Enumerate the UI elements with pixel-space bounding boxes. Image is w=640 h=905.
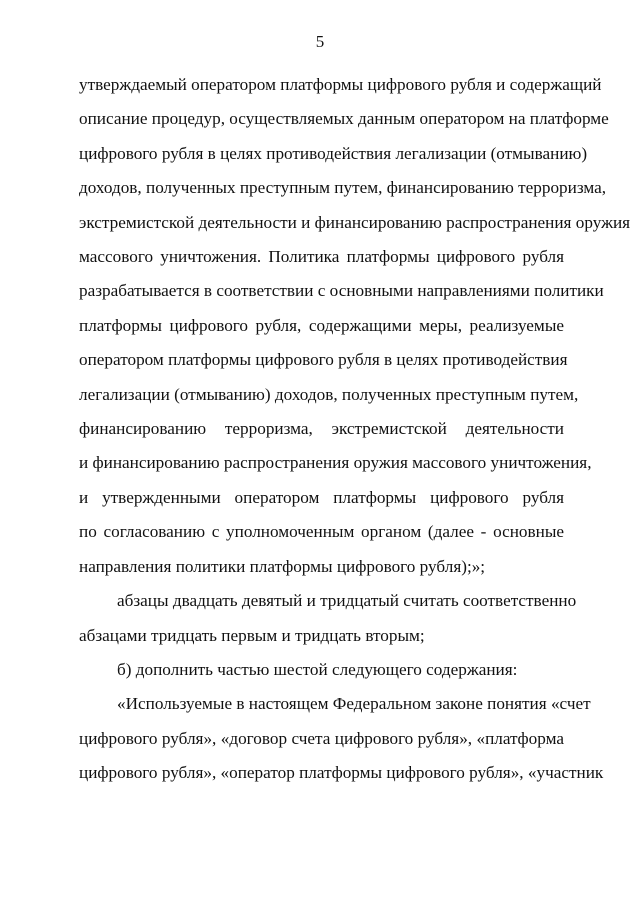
text-line: платформы цифрового рубля, содержащими меры, реализуемые (79, 315, 564, 335)
text-line: по согласованию с уполномоченным органом (далее - основные (79, 522, 564, 542)
text-line: и утвержденными оператором платформы цифрового рубля (79, 487, 564, 507)
text-line: б) дополнить частью шестой следующего содержания: (117, 659, 518, 679)
paragraph-2 (79, 584, 577, 653)
text-line: разрабатывается в соответствии с основными направлениями политики (79, 281, 604, 301)
paragraph-4 (79, 687, 604, 790)
text-line: «Используемые в настоящем Федеральном законе понятия «счет (117, 694, 591, 714)
text-line: легализации (отмыванию) доходов, полученных преступным путем, (79, 384, 579, 404)
text-line: описание процедур, осуществляемых данным оператором на платформе (79, 109, 609, 129)
text-line: финансированию терроризма, экстремистской деятельности (79, 419, 564, 439)
text-line: оператором платформы цифрового рубля в целях противодействия (79, 350, 568, 370)
text-line: экстремистской деятельности и финансированию распространения оружия (79, 212, 631, 232)
paragraph-3 (79, 653, 564, 687)
text-line: массового уничтожения. Политика платформы цифрового рубля (79, 247, 564, 267)
text-line: доходов, полученных преступным путем, финансированию терроризма, (79, 178, 607, 198)
text-line: и финансированию распространения оружия массового уничтожения, (79, 453, 592, 473)
text-line: направления политики платформы цифрового рубля);»; (79, 556, 486, 576)
text-line: утверждаемый оператором платформы цифрового рубля и содержащий (79, 75, 602, 94)
paragraph-1 (79, 68, 631, 584)
text-line: цифрового рубля», «оператор платформы цифрового рубля», «участник (79, 763, 604, 783)
text-line: абзацами тридцать первым и тридцать вторым; (79, 625, 425, 645)
document-body (79, 68, 631, 791)
text-line: абзацы двадцать девятый и тридцатый считать соответственно (117, 591, 577, 611)
text-line: цифрового рубля», «договор счета цифрового рубля», «платформа (79, 728, 564, 748)
text-line: цифрового рубля в целях противодействия легализации (отмыванию) (79, 143, 588, 163)
page-number: 5 (315, 32, 325, 51)
